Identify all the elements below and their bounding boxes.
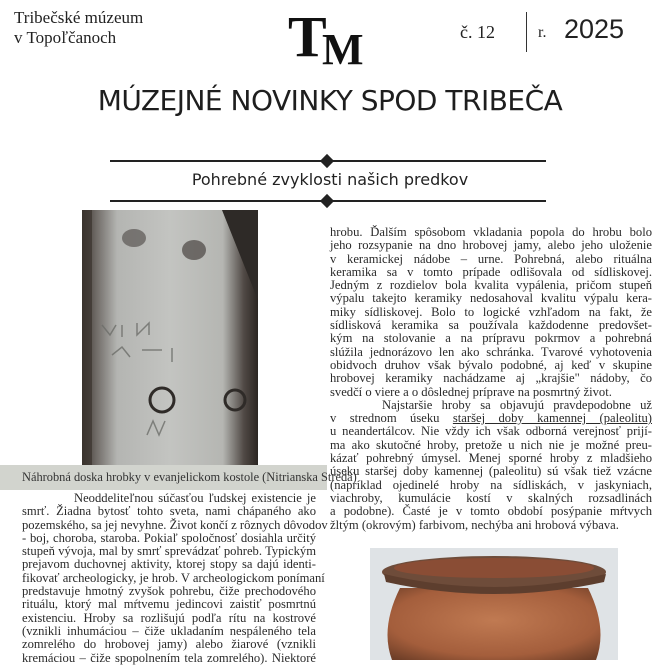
text-line: slúžila jednorázovo len ako schránka. Tvarové vyhotovenia bbox=[330, 344, 652, 359]
text-line: žltým (okrovým) farbivom, nechýba ani hrobová výbava. bbox=[330, 517, 619, 532]
text-line: viachroby, kumulácie kostí v skalných rozsadlinách bbox=[330, 490, 652, 505]
text-line: miky sídliskovej. Bolo to logické vzhľadom na fakt, že bbox=[330, 304, 652, 319]
text-line: u neandertálcov. Nie vždy ich však odborná verejnosť prijí- bbox=[330, 424, 652, 439]
text-line: - boj, choroba, staroba. Pokiaľ spoločnosť dosiahla určitý bbox=[22, 530, 316, 545]
text-line: sídlisková keramika sa používala každodenne predovšet- bbox=[330, 318, 652, 333]
text-line: smrť. Žiadna bytosť tohto sveta, nami chápaného ako bbox=[22, 504, 316, 519]
text-line: v keramickej nádobe – urne. Pohrebná, alebo rituálna bbox=[330, 251, 652, 266]
text-line: obidvoch druhov však bývalo podobné, aj keď v skupine bbox=[330, 357, 652, 372]
diamond-ornament bbox=[320, 154, 334, 168]
museum-name bbox=[14, 8, 143, 48]
text-line: existenciu. Hroby sa rozlišujú podľa rítu na kostrové bbox=[22, 610, 316, 625]
text-line: kázať pohrebný úmysel. Menej sporné hroby z mladšieho bbox=[330, 451, 652, 466]
text-line: úseku staršej doby kamennej (paleolitu) sú však tiež vzácne bbox=[330, 464, 652, 479]
text-line: Jedným z rozdielov bola kvalita vypálenia, pričom stupeň bbox=[330, 278, 652, 293]
text-line: kremáciou – čiže spopolnením tela zomrelého). Niektoré bbox=[22, 650, 316, 665]
text-line: hrobovej keramiky nachádzame aj „krajšie" nádoby, čo bbox=[330, 371, 652, 386]
diamond-ornament bbox=[320, 194, 334, 208]
museum-name-line1: Tribečské múzeum bbox=[14, 8, 144, 27]
text-line: Najstaršie hroby sa objavujú pravdepodobne už bbox=[382, 397, 652, 412]
text-line: kým na stolovanie a na prípravu pokrmov a pohrebná bbox=[330, 331, 652, 346]
text-line: stupeň vývoja, mal by smrť sprevádzať pohreb. Typickým bbox=[22, 544, 316, 559]
text-line: výpalu takejto keramiky nedosahoval kvalitu výpalu kera- bbox=[330, 291, 652, 306]
text-line bbox=[330, 412, 652, 425]
museum-logo bbox=[286, 4, 376, 72]
text-line: zomrelého do hrobovej jamy) alebo žiarové (vznikli bbox=[22, 637, 316, 652]
article-left-column bbox=[22, 491, 328, 665]
text-line: predstavuje hmotný zvyšok pohrebu, čiže prechodového bbox=[22, 584, 316, 599]
year: 2025 bbox=[564, 14, 625, 44]
text-line: fikovať archeologicky, je hrob. V archeologickom ponímaní bbox=[22, 570, 325, 585]
text-fragment: v strednom úseku bbox=[330, 411, 440, 426]
text-line: (vznikli inhumáciou – čiže ukladaním nespáleného tela bbox=[22, 623, 316, 638]
underlined-term: staršej doby kamennej (paleolitu) bbox=[452, 411, 652, 426]
text-line: prejavom duchovnej aktivity, ktorej stopy sa dajú identi- bbox=[22, 557, 316, 572]
text-line: pozemského, sa jej nevyhne. Život končí z rôznych dôvodov bbox=[22, 517, 328, 532]
text-line: hrobu. Ďalším spôsobom vkladania popola do hrobu bolo bbox=[330, 225, 652, 239]
svg-text:T: T bbox=[288, 4, 327, 69]
text-line: svedčí o viere a o dôslednej príprave na posmrtný život. bbox=[330, 384, 612, 399]
gravestone-photo bbox=[82, 210, 258, 466]
text-line: rituálu, ktorý mal mŕtvemu jedincovi zaistiť posmrtnú bbox=[22, 597, 316, 612]
text-line: keramika sa v tomto prípade odlišovala od sídliskovej. bbox=[330, 264, 652, 279]
svg-text:M: M bbox=[322, 25, 364, 72]
header-divider bbox=[526, 12, 527, 52]
text-line: a podobne). Časté je v tomto období posýpanie mŕtvych bbox=[330, 504, 652, 519]
year-label: r. bbox=[538, 24, 547, 41]
text-line: jeho rozsypanie na dno hrobovej jamy, alebo jeho uloženie bbox=[330, 238, 652, 253]
page-title: MÚZEJNÉ NOVINKY SPOD TRIBEČA bbox=[97, 84, 563, 117]
ceramic-vessel-photo bbox=[370, 548, 618, 660]
figure-caption: Náhrobná doska hrobky v evanjelickom kostole (Nitrianska Streda) bbox=[22, 470, 357, 484]
article-right-column bbox=[330, 226, 652, 532]
article-title: Pohrebné zvyklosti našich predkov bbox=[191, 170, 469, 189]
text-line: ma ako skutočné hroby, pretože u nich nie je možné preu- bbox=[330, 437, 652, 452]
issue-number: č. 12 bbox=[460, 22, 495, 42]
museum-name-line2: v Topoľčanoch bbox=[14, 28, 117, 47]
text-line: (napríklad ojedinelé hroby na sídliskách, v jaskyniach, bbox=[330, 477, 652, 492]
text-line: Neoddeliteľnou súčasťou ľudskej existencie je bbox=[74, 491, 316, 505]
